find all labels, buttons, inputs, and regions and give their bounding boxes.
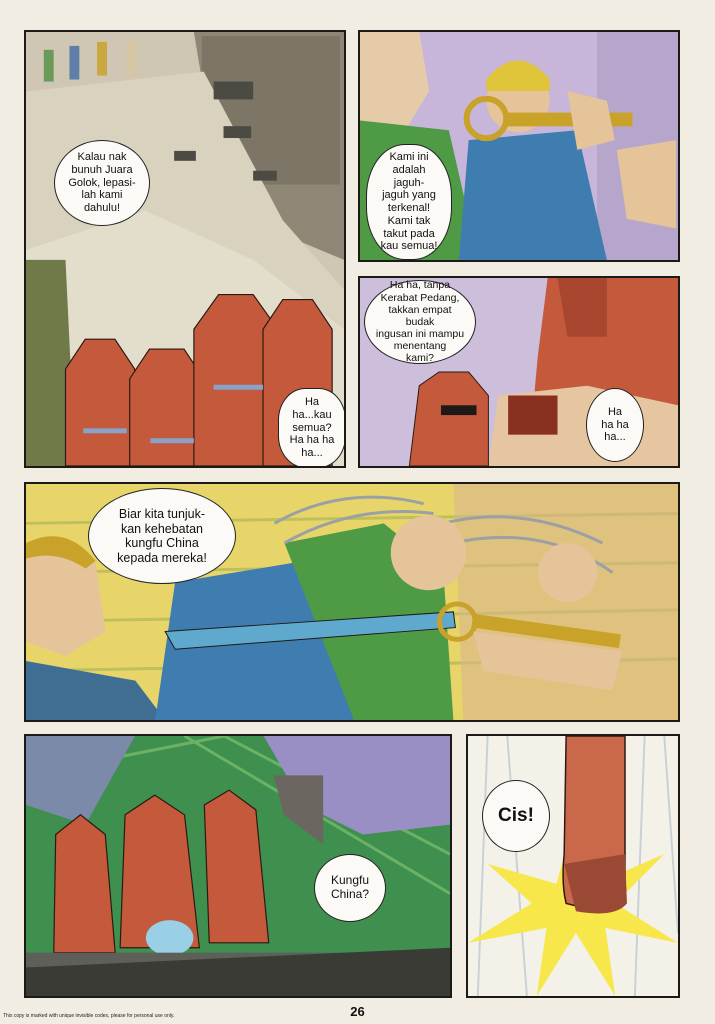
fine-print: This copy is marked with unique invisible codes, please for personal use only. (3, 1013, 175, 1019)
speech-bubble: Ha ha, tanpa Kerabat Pedang, takkan empat budak ingusan ini mampu menentang kami? (364, 280, 476, 364)
speech-bubble: Cis! (482, 780, 550, 852)
page-number: 26 (350, 1004, 365, 1019)
panel-5 (24, 734, 452, 998)
panel-3 (358, 276, 680, 468)
panel-6-art (468, 736, 678, 996)
panel-4 (24, 482, 680, 722)
panel-2 (358, 30, 680, 262)
panel-6 (466, 734, 680, 998)
speech-bubble: Kungfu China? (314, 854, 386, 922)
panel-5-art (26, 736, 450, 996)
panel-1 (24, 30, 346, 468)
speech-bubble: Biar kita tunjuk- kan kehebatan kungfu China kepada mereka! (88, 488, 236, 584)
speech-bubble: Ha ha ha ha... (586, 388, 644, 462)
speech-bubble: Kalau nak bunuh Juara Golok, lepasi- lah kami dahulu! (54, 140, 150, 226)
speech-bubble: Kami ini adalah jaguh- jaguh yang terkenal! Kami tak takut pada kau semua! (366, 144, 452, 260)
speech-bubble: Ha ha...kau semua? Ha ha ha ha... (278, 388, 346, 468)
